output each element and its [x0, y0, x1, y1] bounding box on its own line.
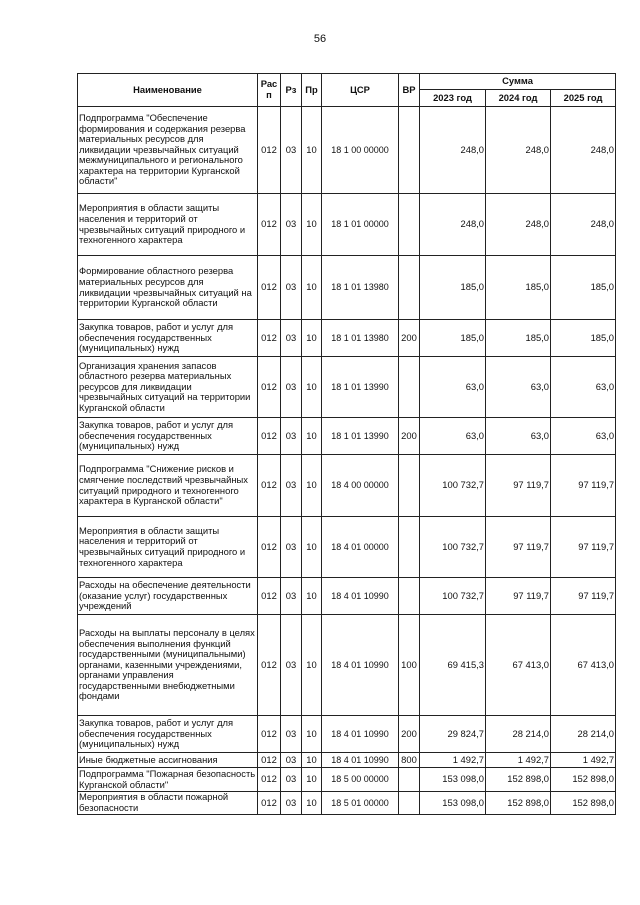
- row-sum-2023: 29 824,7: [420, 716, 486, 753]
- row-pr: 10: [302, 517, 322, 578]
- header-year-2024: 2024 год: [486, 90, 551, 107]
- table-row: [78, 194, 616, 256]
- row-sum-2024: 28 214,0: [486, 716, 551, 753]
- row-csr: 18 4 01 10990: [322, 753, 399, 768]
- row-sum-2024: 67 413,0: [486, 615, 551, 716]
- row-rz: 03: [281, 716, 302, 753]
- row-ras: 012: [258, 753, 281, 768]
- row-name: Закупка товаров, работ и услуг для обеспечения государственных (муниципальных) нужд: [78, 418, 258, 455]
- row-pr: 10: [302, 256, 322, 320]
- table-row: [78, 753, 616, 768]
- row-pr: 10: [302, 792, 322, 815]
- header-vr: ВР: [399, 74, 420, 107]
- row-ras: 012: [258, 517, 281, 578]
- row-vr: [399, 256, 420, 320]
- header-year-2023: 2023 год: [420, 90, 486, 107]
- row-sum-2025: 97 119,7: [551, 517, 616, 578]
- row-name: Мероприятия в области защиты населения и территорий от чрезвычайных ситуаций природного и техногенного характера: [78, 194, 258, 256]
- row-pr: 10: [302, 455, 322, 517]
- row-csr: 18 1 00 00000: [322, 107, 399, 194]
- row-sum-2024: 63,0: [486, 357, 551, 418]
- row-name: Формирование областного резерва материальных ресурсов для ликвидации чрезвычайных ситуаций на территории Курганской области: [78, 256, 258, 320]
- row-sum-2023: 1 492,7: [420, 753, 486, 768]
- row-csr: 18 4 01 10990: [322, 615, 399, 716]
- row-csr: 18 1 01 13990: [322, 418, 399, 455]
- row-csr: 18 1 01 13980: [322, 256, 399, 320]
- row-rz: 03: [281, 792, 302, 815]
- row-pr: 10: [302, 320, 322, 357]
- row-rz: 03: [281, 517, 302, 578]
- row-rz: 03: [281, 107, 302, 194]
- row-rz: 03: [281, 256, 302, 320]
- table-row: [78, 792, 616, 815]
- row-sum-2024: 152 898,0: [486, 792, 551, 815]
- header-ras: Рас п: [258, 74, 281, 107]
- row-sum-2025: 248,0: [551, 107, 616, 194]
- header-sum: Сумма: [420, 74, 616, 90]
- row-name: Закупка товаров, работ и услуг для обеспечения государственных (муниципальных) нужд: [78, 320, 258, 357]
- row-sum-2024: 63,0: [486, 418, 551, 455]
- row-sum-2023: 153 098,0: [420, 768, 486, 792]
- row-rz: 03: [281, 194, 302, 256]
- row-csr: 18 4 01 10990: [322, 578, 399, 615]
- row-name: Подпрограмма "Обеспечение формирования и содержания резерва материальных ресурсов для ликвидации чрезвычайных ситуаций межмуниципального и регионального характера на территории Курганской области": [78, 107, 258, 194]
- row-vr: [399, 517, 420, 578]
- row-sum-2023: 185,0: [420, 256, 486, 320]
- table-row: [78, 455, 616, 517]
- row-sum-2023: 248,0: [420, 107, 486, 194]
- row-sum-2024: 185,0: [486, 256, 551, 320]
- table-body: [78, 107, 616, 815]
- row-ras: 012: [258, 768, 281, 792]
- row-rz: 03: [281, 768, 302, 792]
- row-pr: 10: [302, 753, 322, 768]
- row-sum-2025: 63,0: [551, 418, 616, 455]
- row-sum-2024: 248,0: [486, 194, 551, 256]
- row-pr: 10: [302, 194, 322, 256]
- row-name: Иные бюджетные ассигнования: [78, 753, 258, 768]
- row-pr: 10: [302, 418, 322, 455]
- row-sum-2023: 100 732,7: [420, 517, 486, 578]
- table-row: [78, 716, 616, 753]
- row-sum-2024: 97 119,7: [486, 517, 551, 578]
- table-row: [78, 320, 616, 357]
- row-ras: 012: [258, 455, 281, 517]
- table-row: [78, 357, 616, 418]
- table-row: [78, 256, 616, 320]
- row-pr: 10: [302, 357, 322, 418]
- header-year-2025: 2025 год: [551, 90, 616, 107]
- row-sum-2024: 1 492,7: [486, 753, 551, 768]
- row-sum-2025: 28 214,0: [551, 716, 616, 753]
- row-csr: 18 5 00 00000: [322, 768, 399, 792]
- table-row: [78, 418, 616, 455]
- row-csr: 18 1 01 13990: [322, 357, 399, 418]
- row-vr: 100: [399, 615, 420, 716]
- row-sum-2023: 153 098,0: [420, 792, 486, 815]
- row-ras: 012: [258, 792, 281, 815]
- header-csr: ЦСР: [322, 74, 399, 107]
- row-name: Подпрограмма "Пожарная безопасность Курганской области": [78, 768, 258, 792]
- row-ras: 012: [258, 357, 281, 418]
- row-name: Подпрограмма "Снижение рисков и смягчение последствий чрезвычайных ситуаций природного и техногенного характера в Курганской области": [78, 455, 258, 517]
- row-rz: 03: [281, 615, 302, 716]
- row-rz: 03: [281, 357, 302, 418]
- table-row: [78, 107, 616, 194]
- row-csr: 18 1 01 13980: [322, 320, 399, 357]
- row-ras: 012: [258, 194, 281, 256]
- row-pr: 10: [302, 615, 322, 716]
- row-vr: [399, 194, 420, 256]
- row-vr: [399, 768, 420, 792]
- table-row: [78, 578, 616, 615]
- row-pr: 10: [302, 107, 322, 194]
- row-rz: 03: [281, 455, 302, 517]
- row-pr: 10: [302, 716, 322, 753]
- row-sum-2024: 248,0: [486, 107, 551, 194]
- row-sum-2025: 185,0: [551, 256, 616, 320]
- row-vr: 200: [399, 716, 420, 753]
- row-ras: 012: [258, 578, 281, 615]
- table-row: [78, 615, 616, 716]
- row-sum-2023: 69 415,3: [420, 615, 486, 716]
- row-csr: 18 4 00 00000: [322, 455, 399, 517]
- row-sum-2024: 152 898,0: [486, 768, 551, 792]
- row-sum-2025: 152 898,0: [551, 768, 616, 792]
- row-sum-2023: 100 732,7: [420, 578, 486, 615]
- row-sum-2023: 185,0: [420, 320, 486, 357]
- row-sum-2023: 63,0: [420, 357, 486, 418]
- row-rz: 03: [281, 320, 302, 357]
- row-sum-2024: 185,0: [486, 320, 551, 357]
- row-vr: [399, 578, 420, 615]
- budget-table: [77, 73, 616, 815]
- row-csr: 18 5 01 00000: [322, 792, 399, 815]
- row-csr: 18 1 01 00000: [322, 194, 399, 256]
- row-ras: 012: [258, 256, 281, 320]
- row-rz: 03: [281, 578, 302, 615]
- row-vr: [399, 455, 420, 517]
- row-sum-2023: 248,0: [420, 194, 486, 256]
- row-vr: [399, 357, 420, 418]
- row-sum-2025: 1 492,7: [551, 753, 616, 768]
- header-name: Наименование: [78, 74, 258, 107]
- row-vr: 800: [399, 753, 420, 768]
- row-vr: 200: [399, 320, 420, 357]
- page-number: 56: [313, 33, 327, 45]
- row-sum-2023: 100 732,7: [420, 455, 486, 517]
- row-name: Расходы на обеспечение деятельности (оказание услуг) государственных учреждений: [78, 578, 258, 615]
- row-vr: 200: [399, 418, 420, 455]
- row-sum-2025: 63,0: [551, 357, 616, 418]
- row-sum-2023: 63,0: [420, 418, 486, 455]
- row-sum-2025: 97 119,7: [551, 455, 616, 517]
- row-vr: [399, 107, 420, 194]
- row-name: Закупка товаров, работ и услуг для обеспечения государственных (муниципальных) нужд: [78, 716, 258, 753]
- row-sum-2024: 97 119,7: [486, 455, 551, 517]
- row-ras: 012: [258, 615, 281, 716]
- row-sum-2025: 185,0: [551, 320, 616, 357]
- row-sum-2025: 152 898,0: [551, 792, 616, 815]
- row-csr: 18 4 01 10990: [322, 716, 399, 753]
- row-pr: 10: [302, 578, 322, 615]
- row-ras: 012: [258, 107, 281, 194]
- row-csr: 18 4 01 00000: [322, 517, 399, 578]
- header-rz: Рз: [281, 74, 302, 107]
- header-pr: Пр: [302, 74, 322, 107]
- row-pr: 10: [302, 768, 322, 792]
- row-name: Мероприятия в области защиты населения и территорий от чрезвычайных ситуаций природного и техногенного характера: [78, 517, 258, 578]
- row-name: Организация хранения запасов областного резерва материальных ресурсов для ликвидации чрезвычайных ситуаций на территории Курганской области: [78, 357, 258, 418]
- table-row: [78, 768, 616, 792]
- row-name: Мероприятия в области пожарной безопасности: [78, 792, 258, 815]
- row-rz: 03: [281, 753, 302, 768]
- row-name: Расходы на выплаты персоналу в целях обеспечения выполнения функций государственными (муниципальными) органами, казенными учреждениями, органами управления государственными внебюджетными фондами: [78, 615, 258, 716]
- row-vr: [399, 792, 420, 815]
- row-sum-2025: 97 119,7: [551, 578, 616, 615]
- table-row: [78, 517, 616, 578]
- row-ras: 012: [258, 418, 281, 455]
- row-sum-2024: 97 119,7: [486, 578, 551, 615]
- row-sum-2025: 248,0: [551, 194, 616, 256]
- row-ras: 012: [258, 320, 281, 357]
- row-ras: 012: [258, 716, 281, 753]
- row-sum-2025: 67 413,0: [551, 615, 616, 716]
- row-rz: 03: [281, 418, 302, 455]
